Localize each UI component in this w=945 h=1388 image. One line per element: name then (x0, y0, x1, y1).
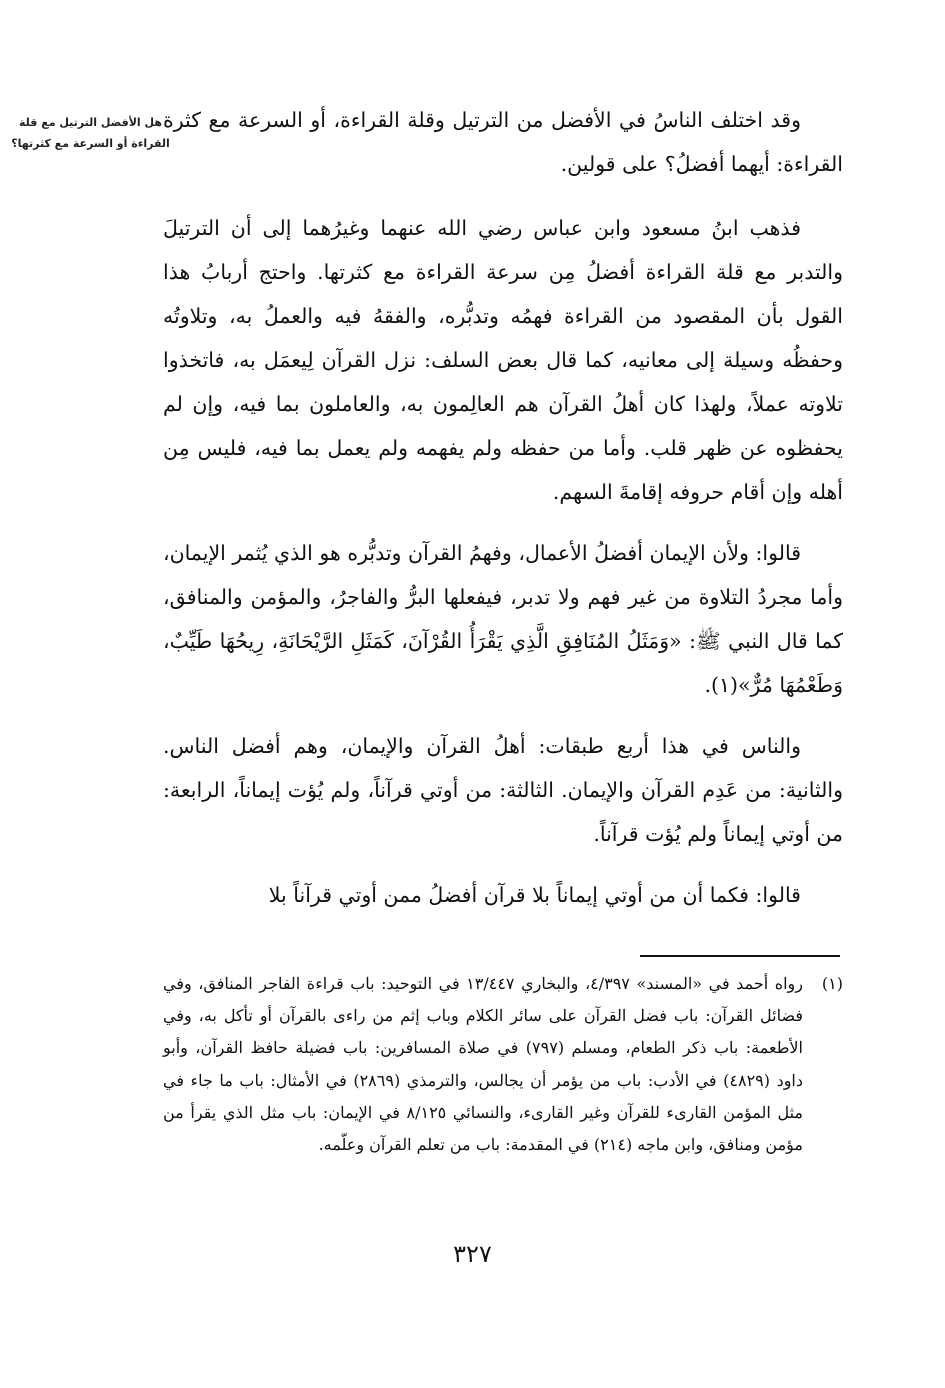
footnote-divider (640, 955, 840, 957)
footnote-text: رواه أحمد في «المسند» ٤/٣٩٧، والبخاري ١٣/٤٤٧ في التوحيد: باب قراءة الفاجر المنافق، وفي فضائل القرآن: باب فضل القرآن على سائر الكلام وباب إثم من راءى بالقرآن أو تأكل به، وفي الأطعمة: باب ذكر الطعام، ومسلم (٧٩٧) في صلاة المسافرين: باب فضيلة حافظ القرآن، وأبو داود (٤٨٢٩) في الأدب: باب من يؤمر أن يجالس، والترمذي (٢٨٦٩) في الأمثال: باب ما جاء في مثل المؤمن القارىء للقرآن وغير القارىء، والنسائي ٨/١٢٥ في الإيمان: باب مثل الذي يقرأ من مؤمن ومنافق، وابن ماجه (٢١٤) في المقدمة: باب من تعلم القرآن وعلّمه. (163, 974, 804, 1155)
main-text (163, 98, 843, 934)
paragraph-5: قالوا: فكما أن من أوتي إيماناً بلا قرآن أفضلُ ممن أوتي قرآناً بلا (268, 883, 801, 907)
paragraph-1: وقد اختلف الناسُ في الأفضل من الترتيل وقلة القراءة، أو السرعة مع كثرة القراءة: أيهما أفضلُ؟ على قولين. (163, 108, 843, 176)
footnote (163, 968, 843, 1161)
paragraph-4: والناس في هذا أربع طبقات: أهلُ القرآن والإيمان، وهم أفضل الناس. والثانية: من عَدِم القرآن والإيمان. الثالثة: من أوتي قرآناً، ولم يُؤت إيماناً، الرابعة: من أوتي إيماناً ولم يُؤت قرآناً. (163, 734, 843, 846)
paragraph-3: قالوا: ولأن الإيمان أفضلُ الأعمال، وفهمُ القرآن وتدبُّره هو الذي يُثمر الإيمان، وأما مجردُ التلاوة من غير فهم ولا تدبر، فيفعلها البرُّ والفاجرُ، والمؤمن والمنافق، كما قال النبي ﷺ: «وَمَثَلُ المُنَافِقِ الَّذِي يَقْرَأُ القُرْآنَ، كَمَثَلِ الرَّيْحَانَةِ، رِيحُهَا طَيِّبٌ، وَطَعْمُهَا مُرٌّ»(١). (163, 541, 843, 697)
page-number: ٣٢٧ (453, 1240, 492, 1268)
margin-note: هل الأفضل الترتيل مع قلة القراءة أو السرعة مع كثرتها؟ (11, 116, 170, 150)
footnote-number: (١) (821, 974, 843, 993)
paragraph-2: فذهب ابنُ مسعود وابن عباس رضي الله عنهما وغيرُهما إلى أن الترتيلَ والتدبر مع قلة القراءة أفضلُ مِن سرعة القراءة مع كثرتها. واحتج أربابُ هذا القول بأن المقصود من القراءة فهمُه وتدبُّره، والفقهُ فيه والعملُ به، وتلاوتُه وحفظُه وسيلة إلى معانيه، كما قال بعض السلف: نزل القرآن لِيعمَل به، فاتخذوا تلاوته عملاً، ولهذا كان أهلُ القرآن هم العالِمون به، والعاملون بما فيه، وإن لم يحفظوه عن ظهر قلب. وأما من حفظه ولم يفهمه ولم يعمل بما فيه، فليس مِن أهله وإن أقام حروفه إقامةَ السهم. (163, 216, 843, 504)
